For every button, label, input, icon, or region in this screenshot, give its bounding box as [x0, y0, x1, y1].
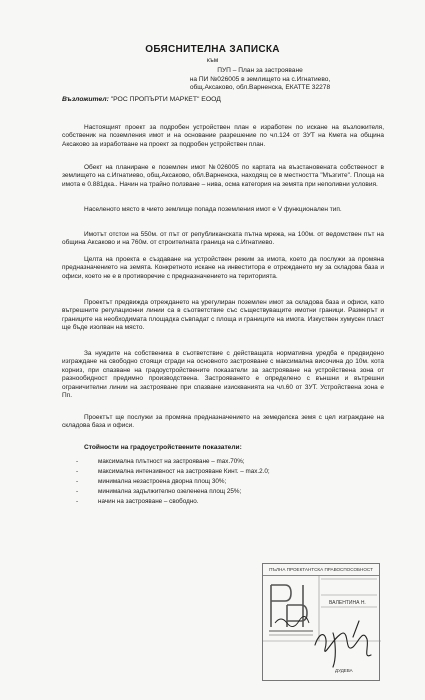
paragraph-3: Населеното място в чието землище попада поземления имот е V функционален тип.	[84, 206, 342, 213]
paragraph-2: Обект на планиране е поземлен имот №026005 по картата на възстановената собственост в землището на с.Игнатиево, общ.Аксаково, обл.Варненска, находящ се в местността "Мъзгите". Площа на имота е 0.881дка.. Начин на трайно ползване – нива, осма категория на земята при неполивни условия.	[62, 164, 384, 188]
indicator-item	[76, 458, 245, 465]
indicator-item	[76, 498, 199, 505]
indicator-text: начин на застрояване – свободно.	[98, 498, 199, 505]
designer-stamp	[262, 563, 380, 681]
indicator-text: минимална незастроена дворна площ 30%;	[98, 478, 227, 485]
paragraph-4: Имотът отстои на 550м. от път от републиканската пътна мрежа, на 100м. от ведомствен път на община Аксаково и на 760м. от строителната граница на с.Игнатиево.	[62, 231, 384, 247]
indicator-item	[76, 468, 270, 475]
bullet-dash-icon: -	[76, 488, 79, 495]
title-preposition: към	[206, 57, 219, 64]
paragraph-1: Настоящият проект за подробен устройствен план е изработен по искане на възложителя, собственик на поземления имот и на основание разрешение по чл.124 от ЗУТ на Кмета на община Аксаково за изработване на проект за подробен устройствен план.	[62, 124, 384, 148]
indicator-text: минимална задължително озеленена площ 25%;	[98, 488, 242, 495]
paragraph-7: За нуждите на собственика в съответствие с действащата нормативна уредба е предвидено изграждане на свободно стоящи сгради на основното застрояване с максимална височина до 10м. кота корниз, при спазване на градоустройствените показатели за застрояване на устройствена зона от разнообидност предимно производствена. Застрояването е определено с външни и вътрешни ограничителни линии на застрояване при спазване изискванията на чл.60 от ЗУТ. Устройствена зона е Пп.	[62, 350, 384, 400]
indicator-text: максимална плътност на застрояване – max.70%;	[98, 458, 245, 465]
subtitle-line-1: ПУП – План за застрояване	[217, 67, 303, 74]
assignor-line	[62, 96, 221, 103]
stamp-surname: ДУДЕВА	[335, 668, 353, 673]
indicator-text: максимална интензивност на застрояване Кинт. – max.2.0;	[98, 468, 270, 475]
paragraph-8: Проектът ще послужи за промяна предназначението на земеделска земя с цел изграждане на складова база и офиси.	[62, 414, 384, 430]
indicator-item	[76, 478, 227, 485]
document-title: ОБЯСНИТЕЛНА ЗАПИСКА	[145, 44, 280, 55]
bullet-dash-icon: -	[76, 458, 79, 465]
indicators-title: Стойности на градоустройствените показатели:	[84, 444, 242, 451]
stamp-header: ПЪЛНА ПРОЕКТАНТСКА ПРАВОСПОСОБНОСТ	[263, 564, 379, 576]
stamp-body	[263, 575, 379, 681]
subtitle-line-3: общ.Аксаково, обл.Варненска, ЕКАТТЕ 32278	[189, 84, 331, 91]
bullet-dash-icon: -	[76, 478, 79, 485]
paragraph-6: Проектът предвижда отреждането на урегулиран поземлен имот за складова база и офиси, като вътрешните регулационни линии са в съответствие със съществуващите имотни граници. Размерът и границите на необходимата площадка съвпадат с площа и границите на имота. Изкуствен хумусен пласт ще бъде изолван на място.	[62, 299, 384, 332]
subtitle-line-2: на ПИ №026005 в землището на с.Игнатиево,	[189, 75, 331, 83]
assignor-value: "РОС ПРОПЪРТИ МАРКЕТ" ЕООД	[110, 96, 221, 103]
stamp-name: ВАЛЕНТИНА Н.	[329, 600, 366, 606]
paragraph-5: Целта на проекта е създаване на устройствен режим за имота, което да послужи за промяна предназначението на земята. Конкретното искане на инвеститора е отреждането му за складова база и офиси, което не е в противоречие с предназначението на територията.	[62, 256, 384, 280]
stamp-logo-icon	[263, 575, 381, 681]
bullet-dash-icon: -	[76, 498, 79, 505]
assignor-label: Възложител:	[62, 96, 109, 103]
bullet-dash-icon: -	[76, 468, 79, 475]
indicator-item	[76, 488, 242, 495]
